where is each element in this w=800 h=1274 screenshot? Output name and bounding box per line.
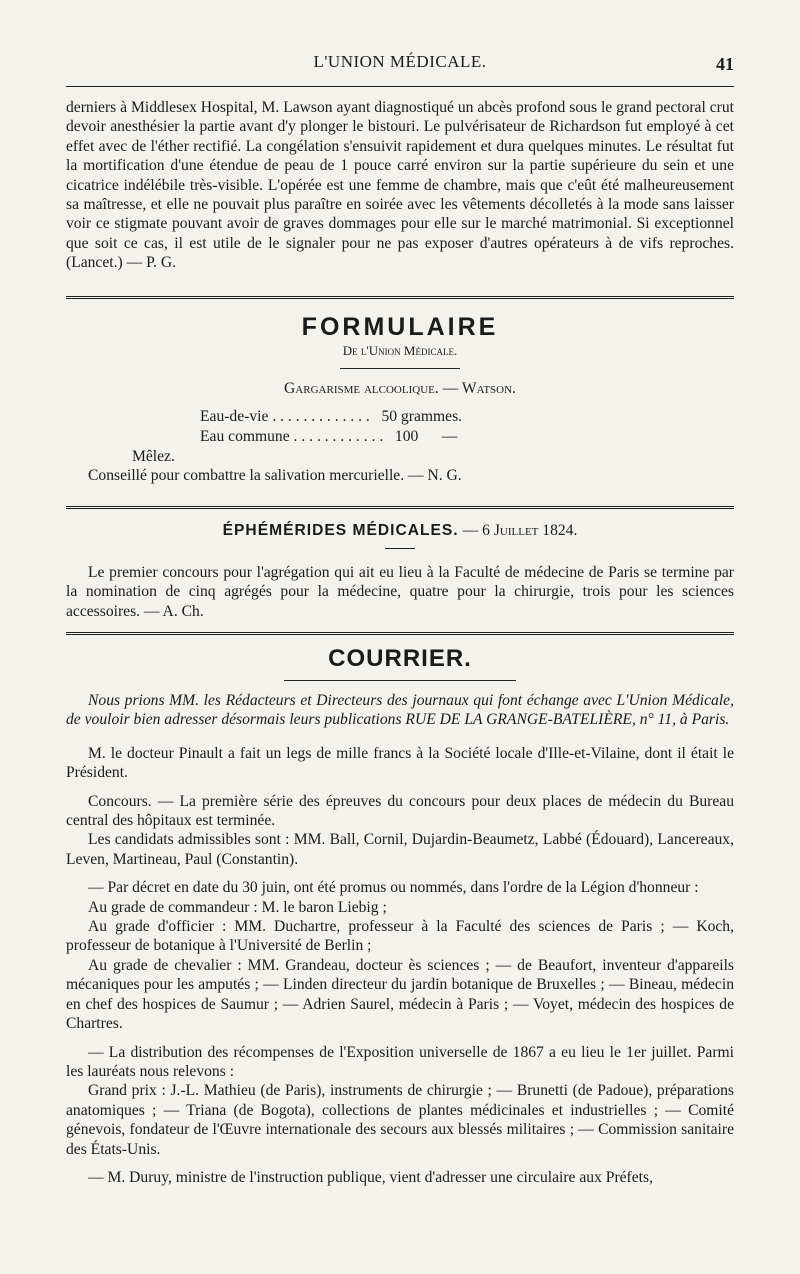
ingredient-dots: . . . . . . . . . . . .: [293, 428, 384, 445]
courrier-title: COURRIER.: [328, 645, 472, 672]
journal-title: L'UNION MÉDICALE.: [313, 52, 487, 71]
intro-block: [66, 98, 734, 273]
courrier-item: — M. Duruy, ministre de l'instruction publique, vient d'adresser une circulaire aux Préfets,: [88, 1168, 653, 1186]
ingredient-row: [200, 427, 734, 447]
intro-paragraph: derniers à Middlesex Hospital, M. Lawson ayant diagnostiqué un abcès profond sous le grand pectoral crut devoir anesthésier la partie avant d'y plonger le bistouri. Le pulvérisateur de Richardson fut employé à cet effet avec de l'éther rectifié. La congélation s'ensuivit rapidement et dura quelques minutes. Le résultat fut la mortification d'une étendue de peau de 1 pouce carré environ sur la partie supérieure du sein et une cicatrice indélébile très-visible. L'opérée est une femme de chambre, mais que c'eût été malheureusement sa maîtresse, et elle ne pouvait plus paraître en soirée avec les vêtements décolletés à la mode sans laisser voir ce stigmate pouvant avoir de graves dommages pour elle sur le marché matrimonial. Si exceptionnel que soit ce cas, il est utile de le signaler pour ne pas exposer d'autres opérateurs à de vifs reproches. (Lancet.) — P. G.: [66, 99, 734, 272]
ephemerides-date: — 6 Juillet 1824.: [462, 522, 578, 539]
short-rule: [385, 548, 415, 549]
courrier-item: Au grade d'officier : MM. Duchartre, professeur à la Faculté des sciences de Paris ; — Koch, professeur de botanique à l'Université de Berlin ;: [66, 918, 734, 955]
recipe-note: Conseillé pour combattre la salivation mercurielle. — N. G.: [88, 467, 462, 485]
courrier-item: — Par décret en date du 30 juin, ont été promus ou nommés, dans l'ordre de la Légion d'honneur :: [88, 879, 699, 897]
ephemerides-section: [66, 520, 734, 621]
short-rule: [340, 368, 460, 369]
courrier-item: Au grade de chevalier : MM. Grandeau, docteur ès sciences ; — de Beaufort, inventeur d'appareils mécaniques pour les amputés ; — Linden directeur du jardin botanique de Bruxelles ; — Bineau, médecin en chef des hospices de Saumur ; — Adrien Saurel, médecin à Paris ; — Voyet, médecin des hospices de Chartres.: [66, 956, 734, 1033]
formulaire-title: FORMULAIRE: [301, 313, 499, 341]
section-divider: [66, 506, 734, 509]
ingredient-quantity: 50 grammes.: [381, 408, 463, 425]
header-rule: [66, 86, 734, 87]
courrier-item: — La distribution des récompenses de l'Exposition universelle de 1867 a eu lieu le 1er juillet. Parmi les lauréats nous relevons :: [66, 1043, 734, 1080]
ingredient-name: Eau-de-vie: [200, 408, 269, 425]
ingredient-quantity: 100 —: [394, 428, 458, 445]
courrier-notice: Nous prions MM. les Rédacteurs et Directeurs des journaux qui font échange avec L'Union Médicale, de vouloir bien adresser désormais leurs publications RUE DE LA GRANGE-BATELIÈRE, n° 11, à Paris.: [66, 692, 734, 729]
ingredient-name: Eau commune: [200, 428, 290, 445]
ephemerides-paragraph: Le premier concours pour l'agrégation qui ait eu lieu à la Faculté de médecine de Paris se termine par la nomination de cinq agrégés pour la médecine, quatre pour la chirurgie, trois pour les sciences accessoires. — A. Ch.: [66, 564, 734, 620]
ephemerides-heading: [66, 520, 734, 542]
section-divider: [66, 632, 734, 635]
courrier-item: Les candidats admissibles sont : MM. Ball, Cornil, Dujardin-Beaumetz, Labbé (Édouard), Lancereaux, Leven, Martineau, Paul (Constantin).: [66, 831, 734, 868]
section-divider: [66, 296, 734, 299]
courrier-item: Grand prix : J.-L. Mathieu (de Paris), instruments de chirurgie ; — Brunetti (de Padoue), préparations anatomiques ; — Triana (de Bogota), collections de plantes médicinales et industrielles ; — Comité génevois, fondateur de l'Œuvre internationale des secours aux blessés militaires ; — Commission sanitaire des États-Unis.: [66, 1082, 734, 1158]
formulaire-subtitle: De l'Union Médicale.: [342, 343, 458, 358]
courrier-section: [66, 644, 734, 1187]
ingredient-list: [200, 407, 734, 447]
ingredient-dots: . . . . . . . . . . . . .: [272, 408, 370, 425]
ephemerides-title: ÉPHÉMÉRIDES MÉDICALES.: [222, 522, 459, 539]
page-number: 41: [716, 54, 734, 74]
recipe-title: Gargarisme alcoolique. — Watson.: [284, 380, 516, 397]
running-head: [66, 50, 734, 80]
ingredient-row: [200, 407, 734, 427]
short-rule: [284, 680, 516, 681]
courrier-item: Au grade de commandeur : M. le baron Liebig ;: [88, 898, 387, 916]
formulaire-section: [66, 312, 734, 486]
courrier-item: Concours. — La première série des épreuves du concours pour deux places de médecin du Bureau central des hôpitaux est terminée.: [66, 792, 734, 830]
courrier-item: M. le docteur Pinault a fait un legs de mille francs à la Société locale d'Ille-et-Vilaine, dont il était le Président.: [66, 744, 734, 782]
recipe-instruction: Mêlez.: [132, 448, 175, 465]
